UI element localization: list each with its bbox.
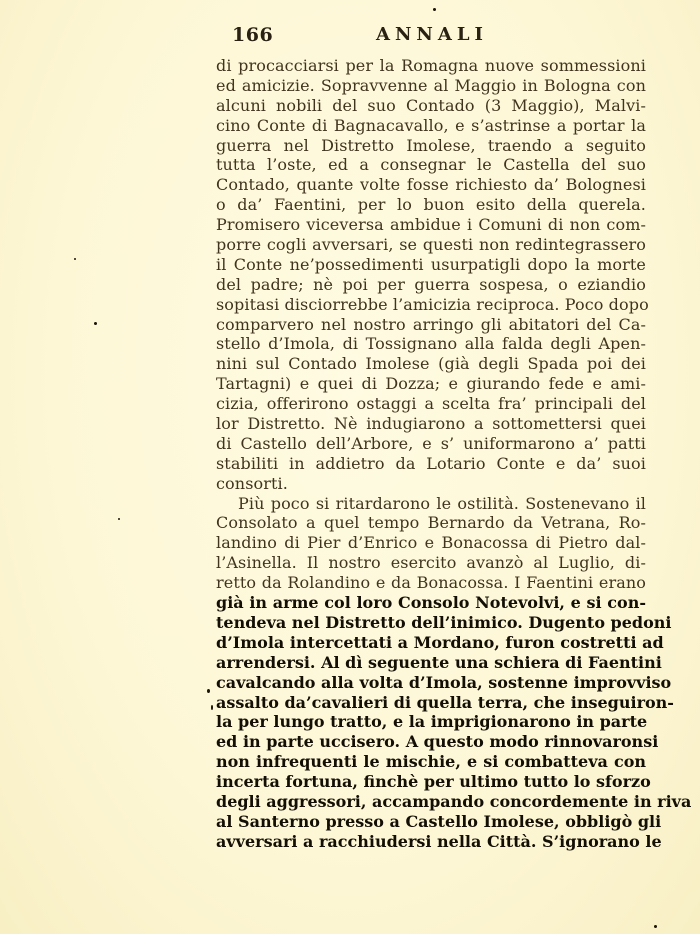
ink-speck	[211, 705, 213, 710]
text-line: Promisero viceversa ambidue i Comuni di non com-	[216, 215, 646, 235]
paragraph-2	[216, 493, 692, 852]
text-line: comparvero nel nostro arringo gli abitatori del Ca-	[216, 314, 646, 334]
running-title: ANNALI	[376, 24, 488, 45]
ink-speck	[94, 322, 97, 325]
paragraph-1	[216, 56, 649, 494]
text-line: tendeva nel Distretto dell’inimico. Dugento pedoni	[216, 612, 672, 632]
text-line: stello d’Imola, di Tossignano alla falda degli Apen-	[216, 334, 646, 354]
text-line: cino Conte di Bagnacavallo, e s’astrinse a portar la	[216, 115, 646, 135]
text-line: ed in parte uccisero. A questo modo rinnovaronsi	[216, 732, 659, 752]
page-number: 166	[232, 24, 274, 46]
text-line: alcuni nobili del suo Contado (3 Maggio), Malvi-	[216, 95, 646, 115]
text-line: la per lungo tratto, e la imprigionarono in parte	[216, 712, 648, 732]
text-line: tutta l’oste, ed a consegnar le Castella del suo	[216, 155, 646, 175]
text-line: Contado, quante volte fosse richiesto da’ Bolognesi	[216, 175, 646, 195]
ink-speck	[118, 518, 120, 520]
text-line: guerra nel Distretto Imolese, traendo a seguito	[216, 135, 646, 155]
text-line: cavalcando alla volta d’Imola, sostenne improvviso	[216, 672, 672, 692]
text-line: al Santerno presso a Castello Imolese, obbligò gli	[216, 811, 662, 831]
text-line: incerta fortuna, finchè per ultimo tutto lo sforzo	[216, 772, 651, 792]
text-line: retto da Rolandino e da Bonacossa. I Faentini erano	[216, 573, 646, 593]
ink-speck	[74, 258, 76, 260]
text-line: o da’ Faentini, per lo buon esito della querela.	[216, 195, 646, 215]
page-header	[216, 24, 646, 48]
text-line: cizia, offerirono ostaggi a scelta fra’ principali del	[216, 394, 646, 414]
text-line: assalto da’cavalieri di quella terra, che inseguiron-	[216, 692, 674, 712]
text-line: Tartagni) e quei di Dozza; e giurando fede e ami-	[216, 374, 646, 394]
text-line: nini sul Contado Imolese (già degli Spada poi dei	[216, 354, 646, 374]
text-line: Consolato a quel tempo Bernardo da Vetrana, Ro-	[216, 513, 646, 533]
body-text	[216, 56, 692, 852]
text-line: l’Asinella. Il nostro esercito avanzò al Luglio, di-	[216, 553, 646, 573]
text-line: avversari a racchiudersi nella Città. S’ignorano le	[216, 831, 662, 851]
text-line: landino di Pier d’Enrico e Bonacossa di Pietro dal-	[216, 533, 646, 553]
text-line: sopitasi disciorrebbe l’amicizia reciproca. Poco dopo	[216, 294, 649, 314]
ink-speck	[433, 8, 436, 11]
text-line: degli aggressori, accampando concordemente in riva	[216, 791, 692, 811]
text-line: di Castello dell’Arbore, e s’ uniformarono a’ patti	[216, 433, 646, 453]
text-line: non infrequenti le mischie, e si combatteva con	[216, 752, 646, 772]
text-line: arrendersi. Al dì seguente una schiera di Faentini	[216, 652, 662, 672]
text-line: stabiliti in addietro da Lotario Conte e da’ suoi	[216, 453, 646, 473]
text-line: d’Imola intercettati a Mordano, furon costretti ad	[216, 632, 664, 652]
text-line: il Conte ne’possedimenti usurpatigli dopo la morte	[216, 254, 646, 274]
text-line: del padre; nè poi per guerra sospesa, o eziandio	[216, 274, 646, 294]
text-line: ed amicizie. Sopravvenne al Maggio in Bologna con	[216, 75, 646, 95]
ink-speck	[207, 689, 210, 693]
text-line: lor Distretto. Nè indugiarono a sottomettersi quei	[216, 414, 646, 434]
text-line: di procacciarsi per la Romagna nuove sommessioni	[216, 56, 646, 75]
text-line: consorti.	[216, 473, 288, 493]
text-line: Più poco si ritardarono le ostilità. Sostenevano il	[238, 493, 646, 513]
text-line: porre cogli avversari, se questi non redintegrassero	[216, 235, 646, 255]
text-line: già in arme col loro Consolo Notevolvi, e si con-	[216, 593, 646, 613]
ink-speck	[654, 925, 657, 928]
